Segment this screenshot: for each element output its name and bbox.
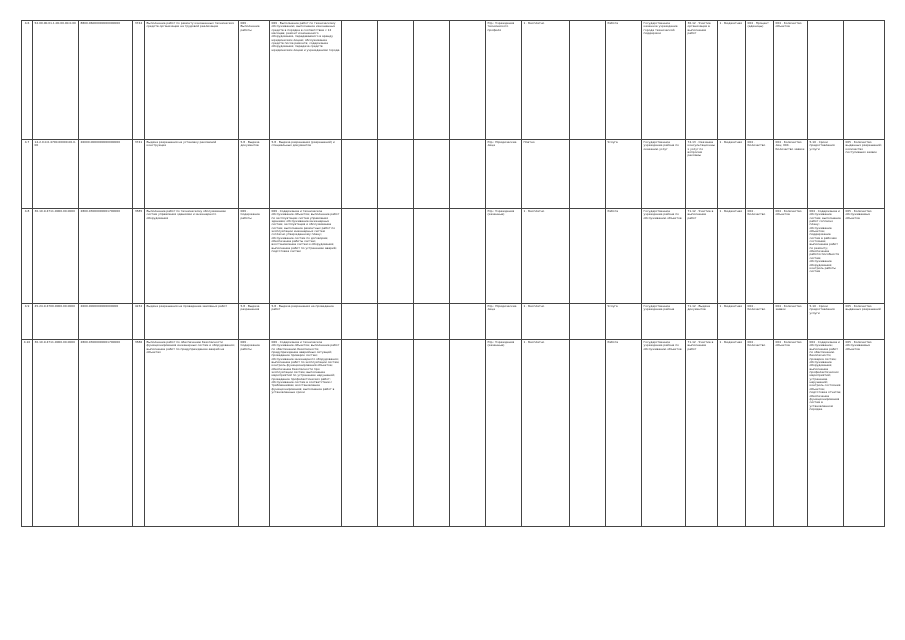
cell-empty [378, 209, 414, 304]
cell-num: 4.7 [22, 140, 33, 209]
cell-institution: Государственное учреждение района [642, 304, 686, 340]
cell-institution: Государственное казенное учреждение города технической поддержки [642, 21, 686, 140]
cell-institution: Государственное учреждение района по оказанию услуг [642, 140, 686, 209]
cell-act [844, 21, 885, 140]
cell-empty [414, 209, 450, 304]
cell-unit: 004 · Количество [746, 304, 774, 340]
cell-okved: 36.12 · Участие организации в выполнении работ [686, 21, 718, 140]
cell-empty [342, 21, 378, 140]
cell-empty [378, 21, 414, 140]
cell-note [808, 21, 844, 140]
cell-indicator: 004 · Количество лиц; 004 · Количество заявок [774, 140, 808, 209]
cell-code-1: 52.09.00.01.1.00.00.00.0.00 [33, 21, 79, 140]
cell-budget: 1 · Бюджетная [718, 304, 746, 340]
cell-empty [378, 340, 414, 527]
cell-empty [570, 21, 606, 140]
cell-act: 005 · Количество выданных разрешений [844, 304, 885, 340]
cell-okved: 74.13 · Оказание консультационных услуг по вопросам рекламы [686, 140, 718, 209]
cell-name: Выполнение работ по обеспечению безопасности функционирования инженерных систем и оборудования; выполнение работ по предупреждению аварий на объектах [145, 340, 239, 527]
cell-type: Работа [606, 340, 642, 527]
cell-content: 069 · Выполнение работ по техническому обслуживанию; выполнение изношенных средств в порядке в соответствии с 12 месяцев; ремонт изношенного оборудования, передаваемого в аренду юридическим лицам; обслуживание средств после ремонта; содержание оборудования; передача средств юридическим лицам и учреждениям города [270, 21, 342, 140]
cell-unit: 004 · Процент (единицы) [746, 21, 774, 140]
cell-code-2: 8800.06000000000000000 [79, 21, 133, 140]
cell-category: Юр.: Учреждения (казенные) [486, 340, 522, 527]
cell-indicator: 004 · Количество заявок [774, 304, 808, 340]
cell-budget: 1 · Бюджетная [718, 340, 746, 527]
cell-empty [378, 304, 414, 340]
cell-unit: 004 · Количество [746, 340, 774, 527]
cell-type: Услуга [606, 140, 642, 209]
cell-empty [450, 340, 486, 527]
cell-payment: 1 · Бесплатно [522, 304, 570, 340]
cell-category: Юр.: Учреждения технического профиля [486, 21, 522, 140]
cell-id: 3585 [133, 209, 145, 304]
cell-num: 4.6 [22, 21, 33, 140]
cell-empty [450, 140, 486, 209]
cell-kind: 069 · Выполнение работы [239, 21, 270, 140]
cell-note: 5.10 · Сроки предоставления услуги [808, 140, 844, 209]
cell-empty [342, 340, 378, 527]
cell-code-2: 2800.03000000001700000 [79, 209, 133, 304]
cell-okved: 71.12 · Выдача документов [686, 304, 718, 340]
cell-unit: 004 · Количество [746, 140, 774, 209]
cell-empty [570, 304, 606, 340]
cell-empty [342, 304, 378, 340]
cell-num: 4.10 [22, 340, 33, 527]
cell-note: 004 · Содержание и обслуживание; выполнение работ по обеспечению безопасности; проверка систем; обслуживание оборудования; выполнение профилактических мероприятий; устранение нарушений; контроль состояния объектов; подготовка отчетов; обеспечение функционирования систем в установленном порядке [808, 340, 844, 527]
cell-payment: 1 · Бесплатно [522, 209, 570, 304]
cell-institution: Государственное учреждение района по обслуживанию объектов [642, 209, 686, 304]
cell-empty [378, 140, 414, 209]
cell-indicator: 004 · Количество объектов [774, 21, 808, 140]
cell-unit: 004 · Количество [746, 209, 774, 304]
cell-type: Работа [606, 209, 642, 304]
cell-name: Выполнение работ по техническому обслуживанию систем управления зданиями и инженерного оборудования [145, 209, 239, 304]
cell-category: Юр.: Юридические лица [486, 140, 522, 209]
cell-note: 5.10 · Сроки предоставления услуги [808, 304, 844, 340]
cell-code-1: 14.2.9.0.0.4700.00000.00.0.00 [33, 140, 79, 209]
cell-code-2: 2800.03000000001700000 [79, 340, 133, 527]
cell-content: 5.8 · Выдача разрешения (разрешений) и специальных документов [270, 140, 342, 209]
cell-code-2: 26000.0000000000000000 [79, 140, 133, 209]
cell-category: Юр.: Учреждения (казенные) [486, 209, 522, 304]
cell-id: 3586 [133, 340, 145, 527]
cell-num: 4.9 [22, 304, 33, 340]
cell-kind: 069 · Содержание работы [239, 209, 270, 304]
cell-budget: 1 · Бюджетная [718, 140, 746, 209]
cell-kind: 5.8 · Выдача документов [239, 140, 270, 209]
cell-id: 3744 [133, 21, 145, 140]
cell-payment: 1 · Бесплатно [522, 21, 570, 140]
table-row [22, 304, 885, 340]
cell-code-1: 30.10.9.4711.0000.00.0000 [33, 209, 79, 304]
cell-empty [570, 140, 606, 209]
cell-content: 069 · Содержание и техническое обслуживание объектов; выполнение работ по обеспечению безопасности; предупреждение аварийных ситуаций; проведение проверок систем; обслуживание инженерного оборудования; выполнение работ по эксплуатации систем; контроль функционирования объектов; обеспечение безопасности при эксплуатации систем; выполнение мероприятий по устранению нарушений; проведение профилактических работ; обслуживание систем в соответствии с требованиями; восстановление функционирования; выполнение работ в установленные сроки [270, 340, 342, 527]
cell-code-2: 2600.0000000000000000 [79, 304, 133, 340]
cell-payment: Платно [522, 140, 570, 209]
table-row [22, 340, 885, 527]
cell-budget: 1 · Бюджетная [718, 21, 746, 140]
cell-empty [414, 140, 450, 209]
cell-empty [570, 209, 606, 304]
cell-id: 3741 [133, 140, 145, 209]
cell-indicator: 004 · Количество объектов [774, 209, 808, 304]
cell-note: 004 · Содержание и обслуживание систем; выполнение работ согласно плану; обслуживание объектов; поддержание систем в рабочем состоянии; выполнение работ по ремонту; обеспечение работоспособности систем; обслуживание оборудования; контроль работы систем [808, 209, 844, 304]
cell-act: 005 · Количество выданных разрешений; количество поступивших заявок [844, 140, 885, 209]
cell-id: 4232 [133, 304, 145, 340]
cell-content: 5.8 · Выдача разрешения на проведение работ [270, 304, 342, 340]
cell-kind: 5.8 · Выдача разрешения [239, 304, 270, 340]
cell-name: Выдача разрешения на установку рекламной конструкции [145, 140, 239, 209]
cell-empty [450, 304, 486, 340]
cell-budget: 1 · Бюджетная [718, 209, 746, 304]
registry-table [21, 20, 885, 527]
table-row [22, 140, 885, 209]
cell-code-1: 45.24.9.4700.0000.00.0000 [33, 304, 79, 340]
cell-institution: Государственное учреждение района по обслуживанию объектов [642, 340, 686, 527]
cell-empty [342, 209, 378, 304]
cell-act: 005 · Количество обслуживаемых объектов [844, 209, 885, 304]
cell-empty [414, 340, 450, 527]
cell-name: Выдача разрешения на проведение земляных работ [145, 304, 239, 340]
cell-name: Выполнение работ по ремонту изношенных технических средств организации на трудовой реализации [145, 21, 239, 140]
cell-kind: 069 · Содержание работы [239, 340, 270, 527]
cell-type: Работа [606, 21, 642, 140]
cell-okved: 71.12 · Участие в выполнении работ [686, 209, 718, 304]
table-row [22, 209, 885, 304]
cell-content: 069 · Содержание и техническое обслуживание объектов; выполнение работ по эксплуатации систем управления зданием; обслуживание инженерных систем; эксплуатация и обслуживание систем; выполнение ремонтных работ по эксплуатации инженерных систем согласно утвержденному плану; обслуживание систем по договорам; обеспечение работы систем; восстановление систем и оборудования; выполнение работ по устранению аварий; подготовка систем [270, 209, 342, 304]
cell-payment: 1 · Бесплатно [522, 340, 570, 527]
cell-category: Юр.: Юридические лица [486, 304, 522, 340]
cell-act: 005 · Количество обслуживаемых объектов [844, 340, 885, 527]
cell-empty [342, 140, 378, 209]
cell-empty [414, 21, 450, 140]
cell-empty [570, 340, 606, 527]
cell-code-1: 30.10.9.4711.0000.00.0000 [33, 340, 79, 527]
cell-empty [450, 21, 486, 140]
spreadsheet [21, 20, 884, 527]
cell-num: 4.8 [22, 209, 33, 304]
cell-okved: 71.12 · Участие в выполнении работ [686, 340, 718, 527]
table-row [22, 21, 885, 140]
cell-type: Услуга [606, 304, 642, 340]
cell-empty [414, 304, 450, 340]
cell-empty [450, 209, 486, 304]
cell-indicator: 004 · Количество объектов [774, 340, 808, 527]
